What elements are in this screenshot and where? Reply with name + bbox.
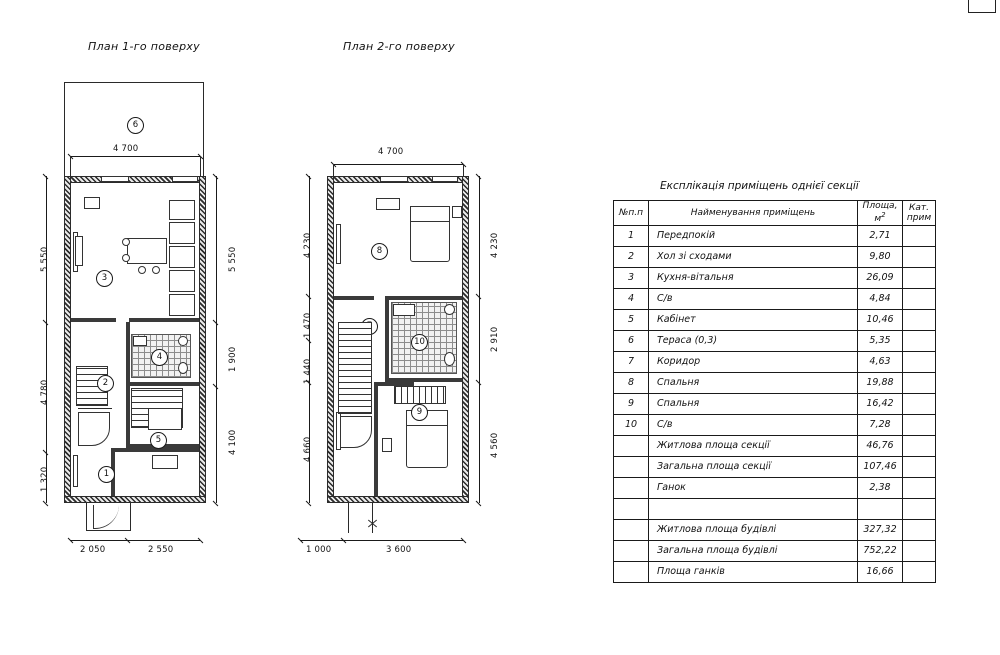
- header-area: [858, 201, 903, 226]
- summary-area: 16,66: [858, 561, 903, 582]
- plan1-right-dim-3: 4 100: [228, 429, 238, 455]
- summary-cat: [903, 477, 936, 498]
- stairs-landing-line: [78, 408, 112, 409]
- blank-cat: [903, 498, 936, 519]
- row-num: 4: [614, 288, 649, 309]
- entry-closet: [84, 197, 100, 209]
- plan2-right-dim-1: 4 230: [490, 232, 500, 258]
- row-num: 1: [614, 225, 649, 246]
- row-name: Спальня: [649, 393, 858, 414]
- plan2-right-dim-line: [479, 176, 480, 503]
- plan2-arrow-left: [348, 503, 349, 533]
- plan2-washbasin: [444, 304, 455, 315]
- table-row: [614, 414, 936, 435]
- plan2-bottom-dim-line: [300, 540, 463, 541]
- row-name: Спальня: [649, 372, 858, 393]
- row-num: 10: [614, 414, 649, 435]
- terrace-outline-top: [64, 82, 204, 83]
- summary-area: 2,38: [858, 477, 903, 498]
- row-name: Кухня-вітальня: [649, 267, 858, 288]
- sheet-corner-stub: [968, 0, 996, 13]
- plan2-top-ext-right: [463, 164, 464, 176]
- summary-num: [614, 561, 649, 582]
- plan2-top-width-dim: 4 700: [378, 147, 404, 157]
- terrace-dim-line: [70, 156, 200, 157]
- plan-1-title: План 1-го поверху: [88, 40, 200, 53]
- washbasin: [178, 336, 188, 346]
- row-name: Тераса (0,3): [649, 330, 858, 351]
- row-area: 26,09: [858, 267, 903, 288]
- row-cat: [903, 372, 936, 393]
- row-area: 7,28: [858, 414, 903, 435]
- plan2-partition-top: [334, 296, 374, 300]
- exterior-wall-right: [199, 176, 206, 503]
- header-area-sup: 2: [881, 211, 886, 220]
- kitchen-cabinet-2: [169, 222, 195, 244]
- explication-title: Експлікація приміщень однієї секції: [660, 180, 859, 192]
- plan2-right-dim-2: 2 910: [490, 326, 500, 352]
- kitchen-fridge: [169, 294, 195, 316]
- dining-chair-4: [152, 266, 160, 274]
- plan2-bottom-dim-1: 1 000: [306, 545, 332, 555]
- summary-num: [614, 435, 649, 456]
- summary-name: Ганок: [649, 477, 858, 498]
- summary-num: [614, 477, 649, 498]
- office-desk: [152, 455, 178, 469]
- row-num: 6: [614, 330, 649, 351]
- summary-name: Загальна площа будівлі: [649, 540, 858, 561]
- window-left-hall: [73, 455, 78, 487]
- plan2-arrow-stem: [372, 503, 373, 533]
- summary-num: [614, 456, 649, 477]
- table-header-row: [614, 201, 936, 226]
- row-num: 8: [614, 372, 649, 393]
- table-row: [614, 309, 936, 330]
- row-cat: [903, 351, 936, 372]
- row-cat: [903, 288, 936, 309]
- bed-upper-pillow: [410, 206, 450, 222]
- room-marker-3: 3: [96, 270, 113, 287]
- plan2-bathtub: [393, 304, 415, 316]
- summary-area: 752,22: [858, 540, 903, 561]
- kitchen-stove: [169, 270, 195, 292]
- porch-left: [86, 503, 87, 531]
- plan2-top-ext-left: [333, 164, 334, 176]
- header-num: №п.п: [614, 201, 649, 226]
- kitchen-sink: [169, 246, 195, 268]
- room-marker-6: 6: [127, 117, 144, 134]
- row-name: С/в: [649, 288, 858, 309]
- dining-table: [127, 238, 167, 264]
- summary-cat: [903, 435, 936, 456]
- plan2-exterior-wall-right: [462, 176, 469, 503]
- row-num: 9: [614, 393, 649, 414]
- summary-cat: [903, 561, 936, 582]
- plan1-bottom-dim-2: 2 550: [148, 545, 174, 555]
- summary-name: Житлова площа секції: [649, 435, 858, 456]
- dining-chair-2: [122, 254, 130, 262]
- porch-bottom: [86, 530, 131, 531]
- summary-num: [614, 519, 649, 540]
- room-marker-5: 5: [150, 432, 167, 449]
- row-area: 5,35: [858, 330, 903, 351]
- stairs-winder: [78, 412, 110, 446]
- plan1-bottom-dim-1: 2 050: [80, 545, 106, 555]
- plan2-partition-bath-left: [385, 296, 389, 346]
- row-num: 3: [614, 267, 649, 288]
- row-cat: [903, 267, 936, 288]
- room-marker-4: 4: [151, 349, 168, 366]
- header-name: Найменування приміщень: [649, 201, 858, 226]
- summary-name: Площа ганків: [649, 561, 858, 582]
- blank-area: [858, 498, 903, 519]
- room-marker-1: 1: [98, 466, 115, 483]
- row-cat: [903, 393, 936, 414]
- sofa-living: [75, 236, 83, 266]
- table-summary-row: [614, 456, 936, 477]
- plan1-top-width-dim: 4 700: [113, 144, 139, 154]
- toilet: [178, 362, 188, 374]
- row-name: Передпокій: [649, 225, 858, 246]
- porch-right: [130, 503, 131, 531]
- plan1-right-dim-line: [216, 176, 217, 503]
- row-num: 2: [614, 246, 649, 267]
- exterior-wall-left: [64, 176, 71, 503]
- row-area: 19,88: [858, 372, 903, 393]
- plan2-partition-top-2: [385, 296, 462, 300]
- row-area: 2,71: [858, 225, 903, 246]
- plan2-top-dim-line: [333, 164, 463, 165]
- stairs-upper-winder: [340, 416, 372, 448]
- row-name: С/в: [649, 414, 858, 435]
- wardrobe-upper: [376, 198, 400, 210]
- header-cat: Кат. прим: [903, 201, 936, 226]
- row-area: 16,42: [858, 393, 903, 414]
- partition-office-left: [126, 386, 130, 448]
- summary-cat: [903, 456, 936, 477]
- row-area: 9,80: [858, 246, 903, 267]
- terrace-ext-right: [200, 156, 201, 178]
- plan2-left-dim-3: 1 440: [303, 358, 313, 384]
- table-summary-row: [614, 561, 936, 582]
- row-area: 10,46: [858, 309, 903, 330]
- terrace-outline-left: [64, 82, 65, 178]
- summary-area: 46,76: [858, 435, 903, 456]
- entry-door-swing: [93, 505, 119, 529]
- terrace-ext-left: [70, 156, 71, 178]
- stairs-upper: [338, 322, 372, 414]
- plan2-exterior-wall-bottom: [327, 496, 469, 503]
- terrace-outline-right: [203, 82, 204, 178]
- plan2-toilet: [444, 352, 455, 366]
- plan1-right-dim-1: 5 550: [228, 246, 238, 272]
- plan2-partition-stairs-right: [374, 382, 378, 496]
- room-marker-9: 9: [411, 404, 428, 421]
- plan1-left-dim-1: 5 550: [40, 246, 50, 272]
- partition-kitchen-bottom-2: [129, 318, 199, 322]
- plan2-bottom-dim-2: 3 600: [386, 545, 412, 555]
- plan2-right-dim-3: 4 560: [490, 432, 500, 458]
- row-cat: [903, 309, 936, 330]
- row-cat: [903, 414, 936, 435]
- table-row: [614, 267, 936, 288]
- summary-area: 107,46: [858, 456, 903, 477]
- table-row: [614, 330, 936, 351]
- office-sofa: [148, 408, 182, 430]
- row-num: 5: [614, 309, 649, 330]
- row-name: Коридор: [649, 351, 858, 372]
- explication-table: [613, 200, 936, 583]
- room-marker-8: 8: [371, 243, 388, 260]
- room-marker-2: 2: [97, 375, 114, 392]
- blank-name: [649, 498, 858, 519]
- table-row: [614, 372, 936, 393]
- plan1-right-dim-2: 1 900: [228, 346, 238, 372]
- partition-bath-bottom: [126, 382, 199, 386]
- plan2-left-dim-2: 1 470: [303, 312, 313, 338]
- table-row: [614, 393, 936, 414]
- nightstand-lower: [382, 438, 392, 452]
- plan1-bottom-dim-line: [70, 540, 200, 541]
- row-name: Кабінет: [649, 309, 858, 330]
- row-area: 4,84: [858, 288, 903, 309]
- plan2-left-dim-4: 4 660: [303, 436, 313, 462]
- kitchen-cabinet-1: [169, 200, 195, 220]
- summary-cat: [903, 540, 936, 561]
- partition-bath-left: [126, 322, 130, 382]
- partition-kitchen-bottom: [71, 318, 116, 322]
- row-num: 7: [614, 351, 649, 372]
- plan1-left-dim-2: 4 780: [40, 379, 50, 405]
- row-cat: [903, 225, 936, 246]
- bathtub: [133, 336, 147, 346]
- table-blank-row: [614, 498, 936, 519]
- table-row: [614, 351, 936, 372]
- header-area-text: Площа, м: [862, 201, 898, 225]
- nightstand-upper: [452, 206, 462, 218]
- exterior-wall-bottom: [64, 496, 206, 503]
- plan2-window-top-2: [432, 176, 458, 182]
- plan2-window-top-1: [380, 176, 408, 182]
- table-row: [614, 288, 936, 309]
- table-summary-row: [614, 519, 936, 540]
- dining-chair-1: [122, 238, 130, 246]
- plan2-partition-corridor-right: [385, 346, 389, 382]
- row-name: Хол зі сходами: [649, 246, 858, 267]
- summary-name: Загальна площа секції: [649, 456, 858, 477]
- summary-num: [614, 540, 649, 561]
- table-summary-row: [614, 435, 936, 456]
- blank-num: [614, 498, 649, 519]
- table-row: [614, 246, 936, 267]
- table-summary-row: [614, 540, 936, 561]
- row-area: 4,63: [858, 351, 903, 372]
- window-top-1: [101, 176, 129, 182]
- table-summary-row: [614, 477, 936, 498]
- summary-name: Житлова площа будівлі: [649, 519, 858, 540]
- summary-cat: [903, 519, 936, 540]
- plan2-left-dim-1: 4 230: [303, 232, 313, 258]
- room-marker-10: 10: [411, 334, 428, 351]
- summary-area: 327,32: [858, 519, 903, 540]
- dining-chair-3: [138, 266, 146, 274]
- plan1-left-dim-3: 1 320: [40, 466, 50, 492]
- row-cat: [903, 246, 936, 267]
- plan-2-title: План 2-го поверху: [343, 40, 455, 53]
- plan2-window-left-bedroom: [336, 224, 341, 264]
- window-top-2: [172, 176, 198, 182]
- row-cat: [903, 330, 936, 351]
- stairs-rail-detail: [394, 386, 446, 404]
- table-row: [614, 225, 936, 246]
- plan2-exterior-wall-left: [327, 176, 334, 503]
